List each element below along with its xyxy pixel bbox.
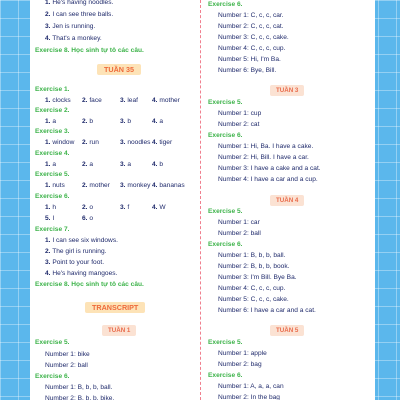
transcript-line: Number 1: A, a, a, can	[218, 383, 284, 390]
exercise-2-title: Exercise 2.	[35, 107, 70, 114]
exercise-6-title: Exercise 6.	[35, 373, 70, 380]
exercise-5-title: Exercise 5.	[35, 171, 70, 178]
transcript-line: Number 1: Hi, Ba. I have a cake.	[218, 143, 314, 150]
transcript-line: Number 2: Hi, Bill. I have a car.	[218, 154, 309, 161]
transcript-line: Number 1: cup	[218, 110, 262, 117]
answer-cell: 2. o	[82, 204, 94, 211]
answer-cell: 2. face	[82, 97, 102, 104]
answer-item: 2. The girl is running.	[45, 248, 107, 255]
answer-cell: 1. h	[45, 204, 57, 211]
answer-item: 1. He's having noodles.	[45, 0, 114, 6]
answer-cell: 4. W	[152, 204, 166, 211]
transcript-line: Number 4: C, c, c, cup.	[218, 285, 286, 292]
worksheet-page	[30, 0, 375, 400]
week-5-badge: TUẦN 5	[270, 325, 304, 336]
answer-item: 4. He's having mangoes.	[45, 270, 118, 277]
transcript-line: Number 1: B, b, b, ball.	[218, 252, 286, 259]
transcript-line: Number 3: C, c, c, cake.	[218, 34, 289, 41]
exercise-6-title: Exercise 6.	[208, 241, 243, 248]
answer-cell: 1. a	[45, 161, 57, 168]
exercise-1-title: Exercise 1.	[35, 86, 70, 93]
transcript-line: Number 3: I'm Bill. Bye Ba.	[218, 274, 297, 281]
transcript-line: Number 5: Hi, I'm Ba.	[218, 56, 281, 63]
transcript-line: Number 2: B, b, b, book.	[218, 263, 290, 270]
answer-cell: 4. b	[152, 161, 164, 168]
transcript-line: Number 2: In the bag	[218, 394, 280, 400]
answer-cell: 4. a	[152, 118, 164, 125]
transcript-line: Number 2: ball	[218, 230, 261, 237]
answer-cell: 4. bananas	[152, 182, 185, 189]
answer-cell: 5. I	[45, 215, 55, 222]
answer-cell: 3. monkey	[120, 182, 151, 189]
exercise-6-title: Exercise 6.	[208, 132, 243, 139]
transcript-line: Number 2: bag	[218, 361, 262, 368]
exercise-6-title: Exercise 6.	[208, 372, 243, 379]
exercise-5-title: Exercise 5.	[208, 208, 243, 215]
week-3-badge: TUẦN 3	[270, 85, 304, 96]
answer-cell: 1. nuts	[45, 182, 65, 189]
transcript-line: Number 1: apple	[218, 350, 267, 357]
week-1-badge: TUẦN 1	[102, 325, 136, 336]
transcript-line: Number 4: C, c, c, cup.	[218, 45, 286, 52]
answer-item: 4. That's a monkey.	[45, 35, 102, 42]
transcript-line: Number 5: C, c, c, cake.	[218, 296, 289, 303]
transcript-line: Number 6: Bye, Bill.	[218, 67, 277, 74]
answer-cell: 2. mother	[82, 182, 110, 189]
answer-item: 3. Jen is running.	[45, 23, 96, 30]
transcript-badge: TRANSCRIPT	[85, 302, 145, 313]
transcript-line: Number 4: I have a car and a cup.	[218, 176, 318, 183]
answer-cell: 3. leaf	[120, 97, 138, 104]
exercise-6-title: Exercise 6.	[208, 1, 243, 8]
transcript-line: Number 2: cat	[218, 121, 260, 128]
transcript-line: Number 1: B, b, b, ball.	[45, 384, 113, 391]
answer-cell: 2. a	[82, 161, 94, 168]
column-divider	[200, 0, 201, 400]
answer-cell: 1. a	[45, 118, 57, 125]
week-4-badge: TUẦN 4	[270, 195, 304, 206]
answer-cell: 3. a	[120, 161, 132, 168]
exercise-3-title: Exercise 3.	[35, 128, 70, 135]
answer-cell: 3. noodles	[120, 139, 151, 146]
transcript-line: Number 2: B, b, b, bike.	[45, 395, 115, 400]
exercise-8-note: Exercise 8. Học sinh tự tô các câu.	[35, 47, 144, 54]
transcript-line: Number 6: I have a car and a cat.	[218, 307, 316, 314]
exercise-8-note: Exercise 8. Học sinh tự tô các câu.	[35, 281, 144, 288]
answer-item: 3. Point to your foot.	[45, 259, 105, 266]
exercise-5-title: Exercise 5.	[208, 99, 243, 106]
answer-cell: 3. b	[120, 118, 132, 125]
answer-cell: 2. b	[82, 118, 94, 125]
answer-item: 2. I can see three balls.	[45, 11, 114, 18]
answer-cell: 6. o	[82, 215, 94, 222]
exercise-6-title: Exercise 6.	[35, 193, 70, 200]
exercise-7-title: Exercise 7.	[35, 226, 70, 233]
answer-cell: 1. window	[45, 139, 75, 146]
answer-cell: 4. tiger	[152, 139, 173, 146]
answer-cell: 3. f	[120, 204, 130, 211]
transcript-line: Number 1: bike	[45, 351, 90, 358]
exercise-5-title: Exercise 5.	[35, 339, 70, 346]
transcript-line: Number 2: C, c, c, cat.	[218, 23, 284, 30]
answer-cell: 2. run	[82, 139, 99, 146]
answer-item: 1. I can see six windows.	[45, 237, 118, 244]
answer-cell: 4. mother	[152, 97, 180, 104]
exercise-4-title: Exercise 4.	[35, 150, 70, 157]
transcript-line: Number 3: I have a cake and a cat.	[218, 165, 321, 172]
week-35-badge: TUẦN 35	[97, 64, 141, 75]
transcript-line: Number 2: ball	[45, 362, 88, 369]
exercise-5-title: Exercise 5.	[208, 339, 243, 346]
answer-cell: 1. clocks	[45, 97, 71, 104]
transcript-line: Number 1: C, c, c, car.	[218, 12, 284, 19]
transcript-line: Number 1: car	[218, 219, 260, 226]
